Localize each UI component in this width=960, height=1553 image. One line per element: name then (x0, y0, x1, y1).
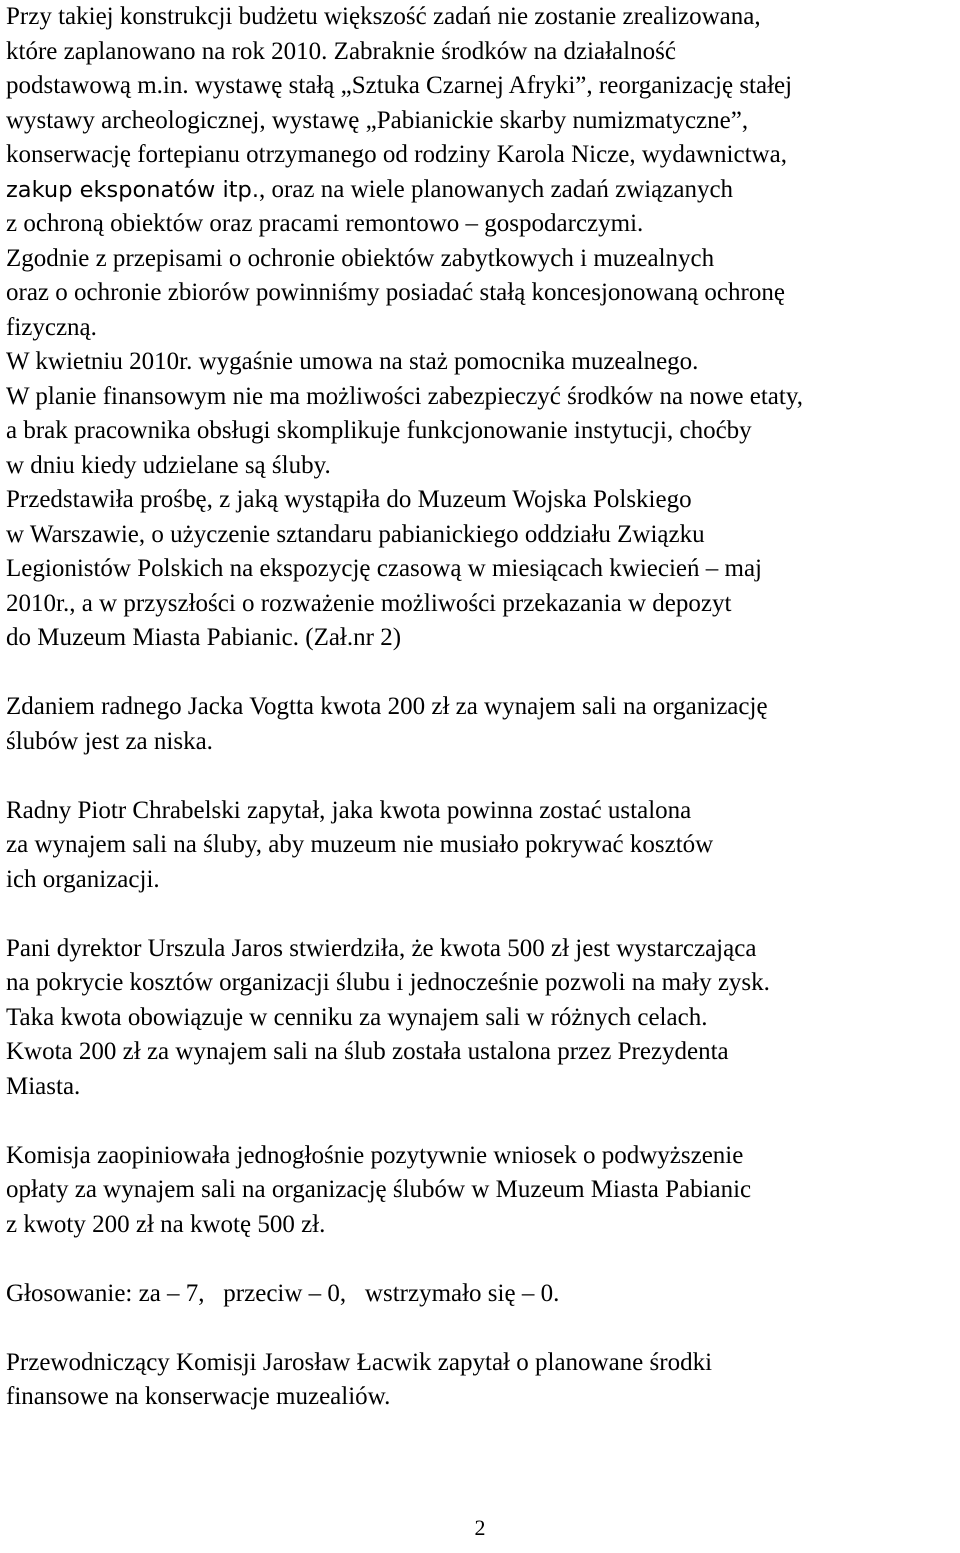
paragraph-gap (6, 1242, 956, 1277)
text-line: do Muzeum Miasta Pabianic. (Zał.nr 2) (6, 624, 402, 651)
text-line: W planie finansowym nie ma możliwości zabezpieczyć środków na nowe etaty, (6, 382, 803, 410)
text-line: fizyczną. (6, 313, 97, 341)
text-line: Taka kwota obowiązuje w cenniku za wynajem sali w różnych celach. (6, 1003, 708, 1031)
text-line: Radny Piotr Chrabelski zapytał, jaka kwota powinna zostać ustalona (6, 796, 692, 824)
text-fragment: , oraz na wiele planowanych zadań związanych (258, 175, 734, 203)
paragraph-gap (6, 1104, 956, 1139)
text-fragment: zakup eksponatów itp. (6, 176, 259, 203)
text-line: opłaty za wynajem sali na organizację ślubów w Muzeum Miasta Pabianic (6, 1176, 752, 1203)
text-line: które zaplanowano na rok 2010. Zabraknie środków na działalność (6, 37, 676, 65)
text-line: Zgodnie z przepisami o ochronie obiektów zabytkowych i muzealnych (6, 244, 715, 272)
text-line: oraz o ochronie zbiorów powinniśmy posiadać stałą koncesjonowaną ochronę (6, 279, 785, 306)
text-line: Legionistów Polskich na ekspozycję czasową w miesiącach kwiecień – maj (6, 555, 763, 582)
paragraph-gap (6, 1311, 956, 1346)
text-line: ślubów jest za niska. (6, 727, 213, 755)
paragraph-gap (6, 759, 956, 794)
page-number: 2 (474, 1515, 486, 1540)
paragraph-gap (6, 897, 956, 932)
text-line: Pani dyrektor Urszula Jaros stwierdziła, że kwota 500 zł jest wystarczająca (6, 934, 757, 962)
text-line: w dniu kiedy udzielane są śluby. (6, 451, 331, 479)
text-line: Kwota 200 zł za wynajem sali na ślub została ustalona przez Prezydenta (6, 1038, 729, 1065)
text-line: finansowe na konserwacje muzealiów. (6, 1383, 391, 1410)
text-line: 2010r., a w przyszłości o rozważenie możliwości przekazania w depozyt (6, 589, 732, 617)
text-line: W kwietniu 2010r. wygaśnie umowa na staż pomocnika muzealnego. (6, 348, 699, 375)
text-line: wystawy archeologicznej, wystawę „Pabianickie skarby numizmatyczne”, (6, 106, 749, 134)
text-line: Przy takiej konstrukcji budżetu większość zadań nie zostanie zrealizowana, (6, 3, 761, 30)
text-line: za wynajem sali na śluby, aby muzeum nie musiało pokrywać kosztów (6, 831, 714, 858)
text-line: w Warszawie, o użyczenie sztandaru pabianickiego oddziału Związku (6, 520, 705, 548)
text-line-mixed (6, 173, 956, 208)
voting-result: Głosowanie: za – 7, przeciw – 0, wstrzymało się – 0. (6, 1279, 560, 1307)
text-line: Przedstawiła prośbę, z jaką wystąpiła do Muzeum Wojska Polskiego (6, 486, 692, 513)
document-page (6, 0, 956, 1415)
text-line: na pokrycie kosztów organizacji ślubu i jednocześnie pozwoli na mały zysk. (6, 969, 770, 996)
text-line: Komisja zaopiniowała jednogłośnie pozytywnie wniosek o podwyższenie (6, 1141, 744, 1169)
text-line: ich organizacji. (6, 865, 160, 893)
text-line: z ochroną obiektów oraz pracami remontowo – gospodarczymi. (6, 210, 644, 237)
text-line: a brak pracownika obsługi skomplikuje funkcjonowanie instytucji, choćby (6, 417, 752, 444)
text-line: Miasta. (6, 1072, 81, 1100)
text-line: Przewodniczący Komisji Jarosław Łacwik zapytał o planowane środki (6, 1348, 713, 1376)
text-line: podstawową m.in. wystawę stałą „Sztuka Czarnej Afryki”, reorganizację stałej (6, 72, 793, 99)
paragraph-gap (6, 656, 956, 691)
text-line: konserwację fortepianu otrzymanego od rodziny Karola Nicze, wydawnictwa, (6, 141, 787, 168)
text-line: Zdaniem radnego Jacka Vogtta kwota 200 zł za wynajem sali na organizację (6, 693, 768, 720)
text-line: z kwoty 200 zł na kwotę 500 zł. (6, 1210, 326, 1238)
